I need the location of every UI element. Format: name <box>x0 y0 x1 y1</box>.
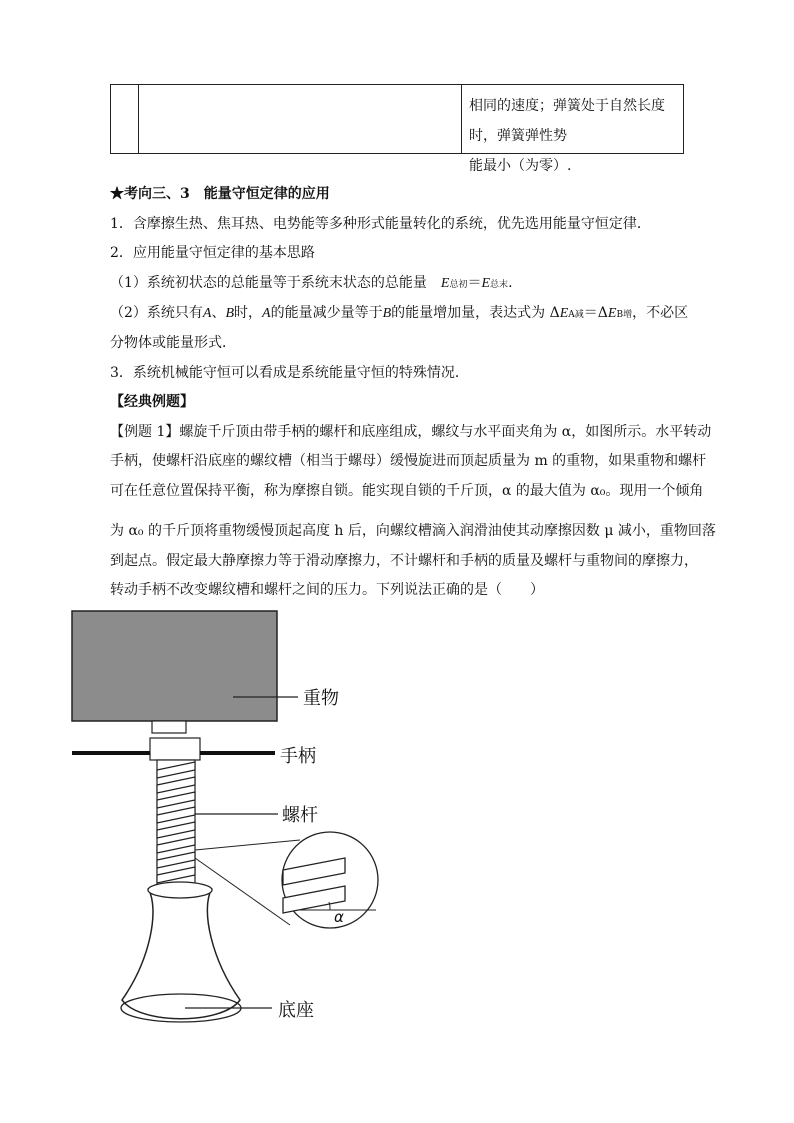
example-line: 【例题 1】螺旋千斤顶由带手柄的螺杆和底座组成，螺纹与水平面夹角为 α，如图所示。水平转动 <box>110 424 712 440</box>
example-line: 可在任意位置保持平衡，称为摩擦自锁。能实现自锁的千斤顶，α 的最大值为 α₀。现用一个倾角 <box>110 483 704 499</box>
table-cell-line: 能最小（为零）. <box>469 158 572 174</box>
label-screw: 螺杆 <box>282 805 318 826</box>
table-cell-text <box>469 91 679 181</box>
label-base: 底座 <box>278 1000 314 1021</box>
callout-line-top <box>195 840 300 850</box>
example-line: 到起点。假定最大静摩擦力等于滑动摩擦力，不计螺杆和手柄的质量及螺杆与重物间的摩擦力， <box>110 553 698 569</box>
base-top <box>148 882 212 898</box>
list-item: 3．系统机械能守恒可以看成是系统能量守恒的特殊情况． <box>110 365 469 381</box>
sub-item-2-cont: 分物体或能量形式． <box>110 335 236 351</box>
section-heading: ★考向三、3 能量守恒定律的应用 <box>110 186 330 202</box>
table-cell-empty <box>138 85 462 153</box>
list-item: 2．应用能量守恒定律的基本思路 <box>110 245 315 261</box>
example-line: 转动手柄不改变螺纹槽和螺杆之间的压力。下列说法正确的是（ ） <box>110 582 544 598</box>
screw-neck <box>152 721 186 733</box>
list-item: 1．含摩擦生热、焦耳热、电势能等多种形式能量转化的系统，优先选用能量守恒定律． <box>110 216 651 232</box>
screw-jack-figure <box>0 600 794 1040</box>
table-cell-line: 相同的速度；弹簧处于自然长度时，弹簧弹性势 <box>469 98 665 144</box>
classic-examples-heading: 【经典例题】 <box>110 394 194 410</box>
table-cell-index <box>111 85 139 153</box>
example-line: 为 α₀ 的千斤顶将重物缓慢顶起高度 h 后，向螺纹槽滴入润滑油使其动摩擦因数 μ 减小，重物回落 <box>110 523 716 539</box>
weight-block <box>72 611 277 721</box>
base-body <box>122 888 240 1019</box>
label-angle: α <box>334 908 344 926</box>
handle-collar <box>150 738 200 760</box>
sub-item-1: （1）系统初状态的总能量等于系统末状态的总能量 E总初＝E总末. <box>110 275 513 291</box>
label-handle: 手柄 <box>280 746 316 767</box>
label-weight: 重物 <box>303 688 339 709</box>
example-line: 手柄，使螺杆沿底座的螺纹槽（相当于螺母）缓慢旋进而顶起质量为 m 的重物，如果重物和螺杆 <box>110 453 707 469</box>
continuation-table <box>110 84 684 174</box>
sub-item-2: （2）系统只有A、B时，A的能量减少量等于B的能量增加量，表达式为 ΔEA减＝ΔEB增，不必区 <box>110 305 689 321</box>
